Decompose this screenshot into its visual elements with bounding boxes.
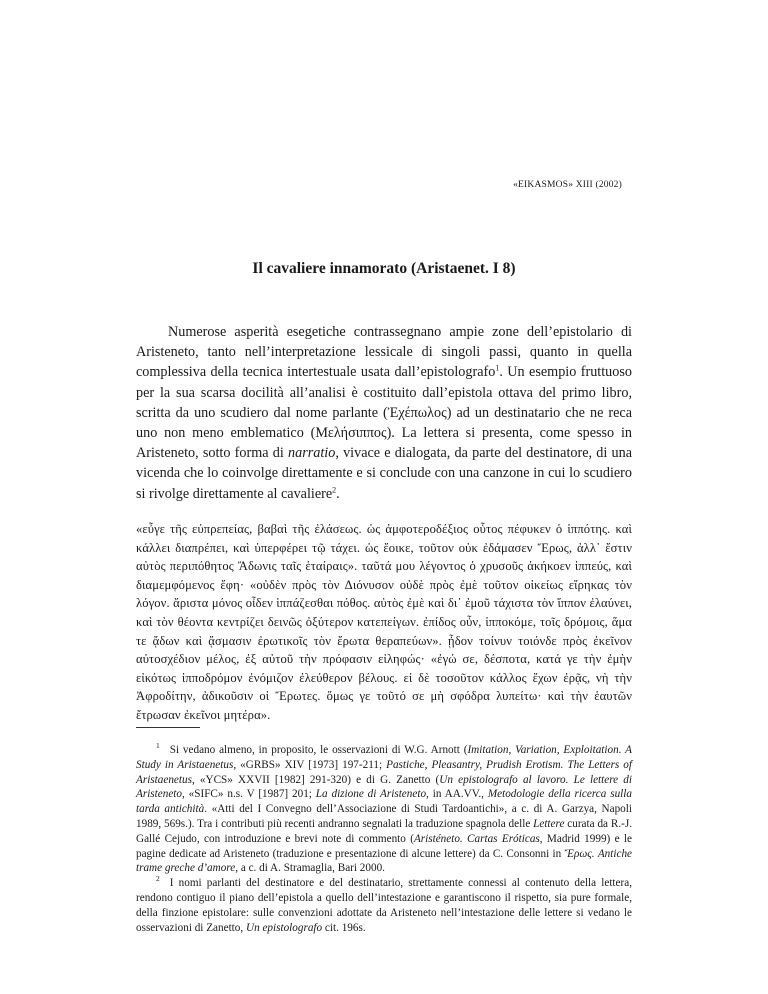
footnote-segment: , «YCS» XXVII [1982] 291-320) e di G. Zanetto ( <box>191 773 440 786</box>
running-head: «EIKASMOS» XIII (2002) <box>513 180 622 190</box>
citation-title: Un epistolografo al lavoro. Le lettere di Aristeneto <box>136 773 632 801</box>
footnote-2 <box>136 876 632 935</box>
citation-title: Pastiche, Pleasantry, Prudish Erotism. The Letters of Aristaenetus <box>136 758 632 786</box>
footnote-segment: I nomi parlanti del destinatore e del destinatario, strettamente connessi al contenuto della lettera, rendono contiguo il piano dell’epistola a quello dell’intestazione e garantiscono il rispetto, sia pure formale, della finzione epistolare: sulle convenzioni adottate da Aristeneto nell’intestazione delle lettere si vedano le osservazioni di Zanetto, <box>136 877 632 934</box>
footnote-segment: , in AA.VV., <box>426 788 488 801</box>
footnote-mark: 1 <box>156 741 160 751</box>
citation-title: Metodologie della ricerca sulla tarda antichità <box>136 788 632 816</box>
footnote-segment: , «SIFC» n.s. V [1987] 201; <box>182 788 316 801</box>
citation-title: Un epistolografo <box>245 921 323 934</box>
footnote-segment: Si vedano almeno, in proposito, le osservazioni di W.G. Arnott ( <box>169 744 468 756</box>
citation-title: Ἔρως. Antiche trame greche d’amore <box>136 847 633 875</box>
narratio-term: narratio <box>288 445 336 462</box>
footnote-1 <box>136 743 632 876</box>
intro-text-3: , vivace e dialogata, da parte del destinatore, di una vicenda che lo coinvolge direttamente e si conclude con una canzone in cui lo scudiero si rivolge direttamente al cavaliere <box>136 445 632 502</box>
footnote-segment: , Madrid 1999) e le pagine dedicate ad Aristeneto (traduzione e presentazione di alcune lettere) da C. Consonni in <box>136 832 632 860</box>
footnote-ref-1: 1 <box>495 363 500 373</box>
footnote-segment: , a c. di A. Stramaglia, Bari 2000. <box>235 862 385 875</box>
citation-title: Lettere <box>533 817 565 830</box>
intro-text-2: . Un esempio fruttuoso per la sua scarsa docilità all’analisi è costituito dall’epistola ottava del primo libro, scritta da uno scudiero dal nome parlante (Ἐχέπωλος) ad un destinatario che ne reca uno non meno emblematico (Μελήσιππος). La lettera si presenta, come spesso in Aristeneto, sotto forma di <box>136 364 632 462</box>
footnote-segment: . «Atti del I Convegno dell’Associazione di Studi Tardoantichi», a c. di A. Garzya, Napoli 1989, 569s.). Tra i contributi più recenti andranno segnalati la traduzione spagnola delle <box>136 803 632 830</box>
intro-paragraph <box>136 322 632 504</box>
footnote-segment: , «GRBS» XIV [1973] 197-211; <box>233 758 387 771</box>
intro-text-1: Numerose asperità esegetiche contrassegnano ampie zone dell’epistolario di Aristeneto, tanto nell’interpretazione lessicale di singoli passi, quanto in quella complessiva della tecnica intertestuale usata dall’epistolografo <box>136 324 632 381</box>
intro-text-4: . <box>336 485 340 502</box>
footnote-segment: cit. 196s. <box>322 921 366 934</box>
footnote-2-text <box>136 877 632 933</box>
footnotes <box>136 743 632 935</box>
citation-title: La dizione di Aristeneto <box>315 788 427 801</box>
footnote-ref-2: 2 <box>332 484 337 494</box>
article-title: Il cavaliere innamorato (Aristaenet. I 8) <box>252 260 516 277</box>
citation-title: Imitation, Variation, Exploitation. A Study in Aristaenetus <box>136 744 632 771</box>
citation-title: Aristéneto. Cartas Eróticas <box>413 832 540 845</box>
footnote-mark: 2 <box>156 874 160 884</box>
footnote-segment: curata da R.-J. Gallé Cejudo, con introduzione e brevi note di commento ( <box>136 817 632 845</box>
greek-quotation: «εὖγε τῆς εὐπρεπείας, βαβαὶ τῆς ἐλάσεως. ὡς ἀμφοτεροδέξιος οὗτος πέφυκεν ὁ ἱππότης. καὶ κάλλει διαπρέπει, καὶ ὑπερφέρει τῷ τάχει. ὡς ἔοικε, τοῦτον οὐκ ἐδάμασεν Ἔρως, ἀλλ᾽ ἔστιν αὐτὸς περιπόθητος Ἄδωνις ταῖς ἑταίραις». ταῦτά μου λέγοντος ὁ χρυσοῦς ἀκήκοεν ἱππεύς, καὶ διαμεμφόμενος ἔφη· «οὐδὲν πρὸς τὸν Διόνυσον οὐδὲ πρὸς ἐμὲ τοῦτον οἰκείως εἴρηκας τὸν λόγον. ἄριστα μόνος οἶδεν ἱππάζεσθαι πόθος. αὐτὸς ἐμὲ καὶ δι᾽ ἐμοῦ τάχιστα τὸν ἵππον ἐλαύνει, καὶ τὸν θέοντα κεντρίζει δεινῶς ὀξύτερον κατεπείγων. ἐπίδος οὖν, ἱπποκόμε, τοῖς δρόμοις, ἅμα τε ᾄδων καὶ ᾄσμασιν ἐρωτικοῖς τὸν ἔρωτα θεραπεύων». ᾖδον τοίνυν τοιόνδε πρὸς ἐκεῖνον αὐτοσχέδιον μέλος, ἐξ αὐτοῦ τὴν πρόφασιν εἰληφώς· «ἐγώ σε, δέσποτα, κατά γε τὴν ἐμὴν εἰκότως ἱπποδρόμον ἐνόμιζον ἐλεύθερον βέλους. εἰ δὲ τοσοῦτον κάλλος ἔχων ἐρᾷς, νὴ τὴν Ἀφροδίτην, ἀδικοῦσιν οἱ Ἔρωτες. ὅμως γε τοῦτό σε μὴ σφόδρα λυπείτω· καὶ τὴν ἑαυτῶν ἔτρωσαν ἐκεῖνοι μητέρα». <box>136 522 632 722</box>
footnote-divider <box>136 727 200 728</box>
footnote-1-text <box>136 744 632 874</box>
